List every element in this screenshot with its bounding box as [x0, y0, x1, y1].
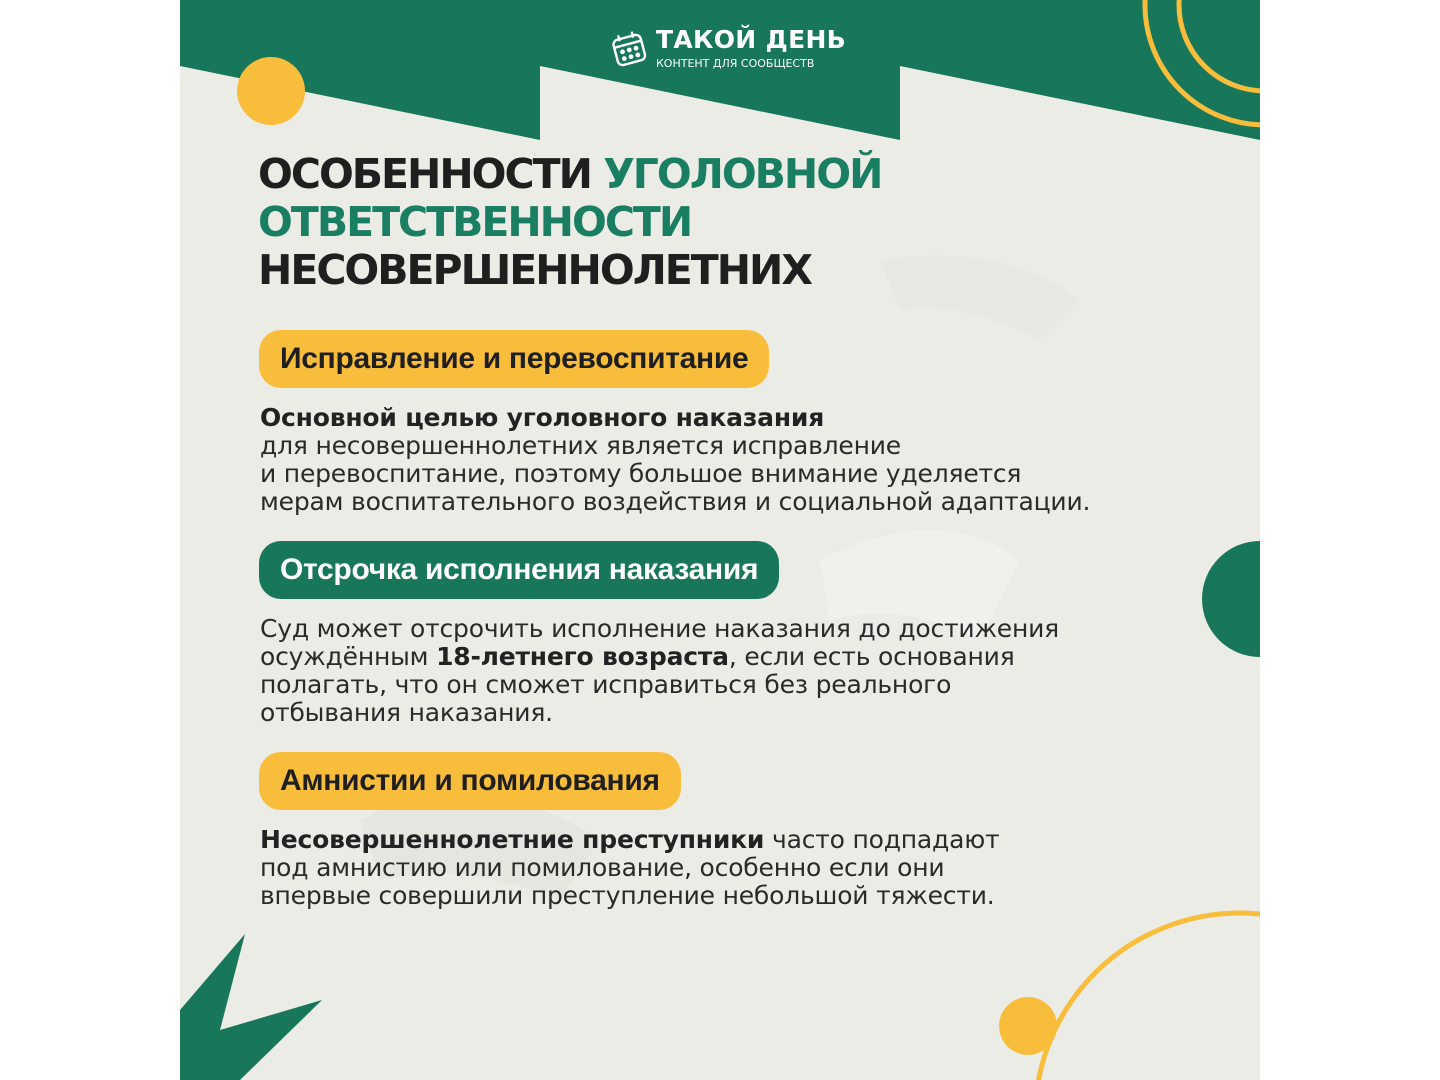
post-card — [180, 0, 1260, 1080]
section-2-line-2a: осуждённым — [260, 642, 437, 671]
section-2-line-1: Суд может отсрочить исполнение наказания до достижения — [260, 614, 1060, 643]
page-title — [258, 150, 881, 294]
title-part-2: УГОЛОВНОЙ — [603, 150, 882, 198]
section-3-heading: Амнистии и помилования — [259, 752, 681, 810]
section-2-line-3: полагать, что он сможет исправиться без реального — [260, 670, 952, 699]
bottom-right-yellow-dot — [999, 997, 1057, 1055]
brand-tagline: КОНТЕНТ ДЛЯ СООБЩЕСТВ — [656, 57, 815, 70]
section-2-line-2b: , если есть основания — [728, 642, 1015, 671]
bottom-left-green-shape — [180, 934, 322, 1080]
section-1-heading: Исправление и перевоспитание — [259, 330, 769, 388]
section-1-bold: Основной целью уголовного наказания — [260, 403, 825, 432]
section-1-line-4: мерам воспитательного воздействия и социальной адаптации. — [260, 487, 1091, 516]
section-1-line-2: для несовершеннолетних является исправление — [260, 431, 901, 460]
bottom-right-arc — [1035, 913, 1260, 1080]
section-3-text — [260, 826, 1220, 910]
title-part-1: ОСОБЕННОСТИ — [258, 150, 604, 198]
calendar-icon — [608, 28, 650, 70]
section-2-heading: Отсрочка исполнения наказания — [259, 541, 779, 599]
section-3-line-3: впервые совершили преступление небольшой тяжести. — [260, 881, 995, 910]
section-2-line-4: отбывания наказания. — [260, 698, 553, 727]
title-part-4: НЕСОВЕРШЕННОЛЕТНИХ — [258, 246, 811, 294]
section-3-bold: Несовершеннолетние преступники — [260, 825, 765, 854]
section-3-line-2: под амнистию или помилование, особенно если они — [260, 853, 945, 882]
brand-text — [656, 26, 846, 72]
brand-logo — [608, 26, 846, 72]
brand-name: ТАКОЙ ДЕНЬ — [656, 25, 847, 54]
section-3-line-1b: часто подпадают — [764, 825, 1000, 854]
section-2-bold: 18-летнего возраста — [436, 642, 729, 671]
top-left-yellow-dot — [237, 57, 305, 125]
section-2-text — [260, 615, 1220, 727]
title-part-3: ОТВЕТСТВЕННОСТИ — [258, 198, 692, 246]
section-1-line-3: и перевоспитание, поэтому большое внимание уделяется — [260, 459, 1022, 488]
section-1-text — [260, 404, 1220, 516]
